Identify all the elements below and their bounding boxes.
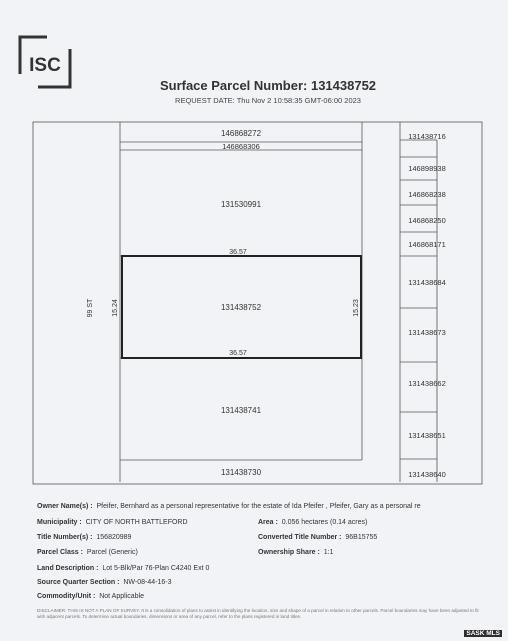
dimension-label: 15.24 — [112, 299, 119, 317]
area-row — [258, 519, 367, 526]
land-label: Land Description : — [37, 565, 99, 572]
parcel-label: 131438651 — [408, 431, 446, 440]
logo-text: ISC — [29, 55, 61, 76]
land-value: Lot 5-Blk/Par 76-Plan C4240 Ext 0 — [102, 565, 210, 572]
parcel-label: 146868238 — [408, 190, 446, 199]
converted-label: Converted Title Number : — [258, 534, 342, 541]
class-row — [37, 549, 138, 556]
request-date: REQUEST DATE: Thu Nov 2 10:58:35 GMT-06:00 2023 — [175, 96, 361, 105]
dimension-label: 36.57 — [229, 249, 247, 256]
parcel-label: 146868171 — [408, 240, 446, 249]
share-label: Ownership Share : — [258, 549, 320, 556]
share-value: 1:1 — [323, 549, 334, 556]
title-label: Title Number(s) : — [37, 534, 93, 541]
owner-value: Pfeifer, Bernhard as a personal representative for the estate of Ida Pfeifer , Pfeifer, Gary as a personal re — [96, 503, 421, 510]
area-value: 0.056 hectares (0.14 acres) — [281, 519, 368, 526]
parcel-label: 146898938 — [408, 164, 446, 173]
page-title: Surface Parcel Number: 131438752 — [159, 78, 377, 93]
commodity-value: Not Applicable — [99, 593, 144, 600]
class-value: Parcel (Generic) — [86, 549, 138, 556]
street-label: 99 ST — [87, 298, 94, 318]
area-label: Area : — [258, 519, 278, 526]
owner-row — [37, 503, 421, 510]
source-row — [37, 579, 171, 586]
title-value: 156820989 — [96, 534, 132, 541]
parcel-label: 146868250 — [408, 216, 446, 225]
converted-value: 96B15755 — [345, 534, 378, 541]
parcel-label: 131438640 — [408, 470, 446, 479]
source-value: NW-08-44-16-3 — [123, 579, 172, 586]
municipality-row — [37, 519, 188, 526]
mls-badge: SASK MLS — [466, 630, 500, 637]
class-label: Parcel Class : — [37, 549, 83, 556]
title-row — [37, 534, 131, 541]
parcel-label: 131438673 — [408, 328, 446, 337]
subject-parcel-label: 131438752 — [220, 303, 262, 312]
municipality-label: Municipality : — [37, 519, 82, 526]
converted-row — [258, 534, 377, 541]
parcel-label: 146868306 — [222, 142, 260, 151]
source-label: Source Quarter Section : — [37, 579, 120, 586]
parcel-label: 131438716 — [408, 132, 446, 141]
parcel-label: 131438730 — [220, 468, 262, 477]
disclaimer: DISCLAIMER: THIS IS NOT A PLAN OF SURVEY. It is a consolidation of plans to assist in identifying the location, size and shape of a parcel in relation to other parcels. Parcel boundaries may have been adjusted to fit with adjacent parcels. To determine actual boundaries, dimensions or area of any parcel, refer to the plans registered in land titles. — [37, 608, 479, 619]
municipality-value: CITY OF NORTH BATTLEFORD — [85, 519, 188, 526]
parcel-label: 131438741 — [220, 406, 262, 415]
commodity-row — [37, 593, 144, 600]
parcel-label: 131530991 — [220, 200, 262, 209]
parcel-label: 131438684 — [408, 278, 446, 287]
share-row — [258, 549, 333, 556]
owner-label: Owner Name(s) : — [37, 503, 93, 510]
dimension-label: 36.57 — [229, 350, 247, 357]
parcel-label: 146868272 — [220, 129, 262, 138]
commodity-label: Commodity/Unit : — [37, 593, 96, 600]
dimension-label: 15.23 — [353, 299, 360, 317]
parcel-label: 131438662 — [408, 379, 446, 388]
land-row — [37, 565, 209, 572]
